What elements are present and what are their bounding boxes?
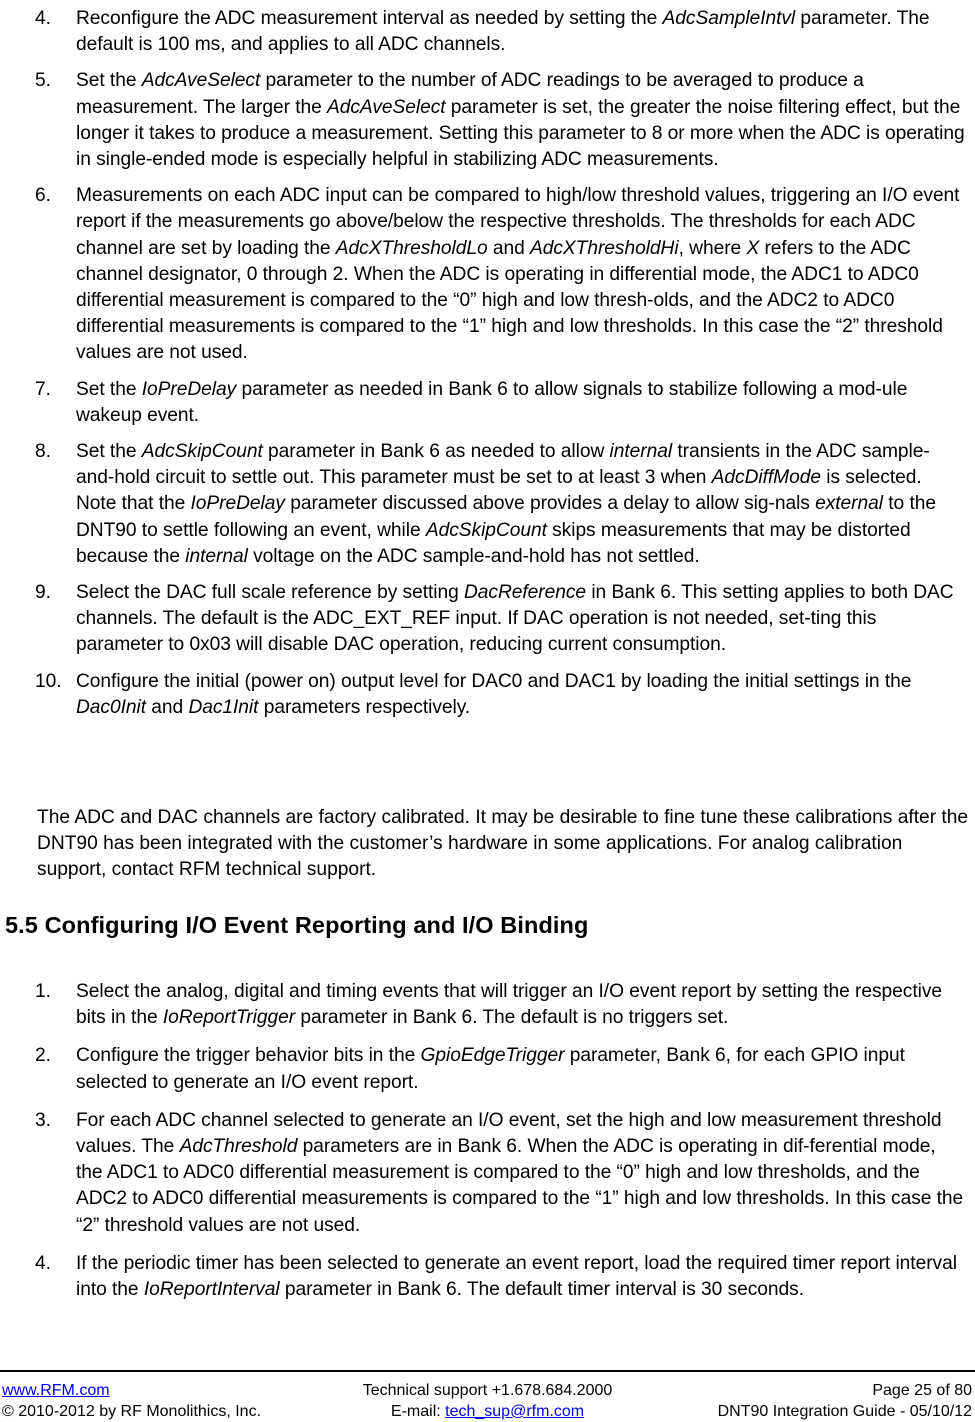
list-item-text: and	[146, 696, 189, 718]
list-item-number: 4.	[35, 1252, 51, 1274]
website-link[interactable]: www.RFM.com	[2, 1382, 110, 1399]
list-item-text: parameters respectively.	[258, 696, 471, 718]
list-item-number: 10.	[35, 670, 62, 692]
list-item-text: to the DNT90 to settle following an event, while	[76, 493, 936, 541]
list-item-text: Configure the trigger behavior bits in the	[76, 1045, 421, 1067]
footer-divider	[0, 1370, 975, 1372]
list-item-number: 1.	[35, 981, 51, 1002]
parameter-name: AdcAveSelect	[141, 70, 261, 92]
page-number: Page 25 of 80	[872, 1382, 972, 1399]
list-item-text: parameter discussed above provides a delay to allow sig-nals	[284, 493, 816, 515]
list-item-text: parameter, Bank 6, for each GPIO input selected to generate an I/O event report.	[76, 1045, 905, 1093]
list-item-text: Select the analog, digital and timing events that will trigger an I/O event report by setting the respective bits in the	[76, 981, 942, 1029]
section-heading: 5.5 Configuring I/O Event Reporting and I/O Binding	[5, 912, 589, 938]
list-item-number: 2.	[35, 1045, 51, 1067]
parameter-name: internal	[609, 441, 673, 463]
list-item-text: skips measurements that may be distorted because the	[76, 519, 911, 567]
list-item-text: Set the	[76, 70, 142, 92]
parameter-name: Dac0Init	[76, 696, 146, 718]
parameter-name: AdcSampleIntvl	[662, 8, 796, 29]
list-item	[0, 580, 975, 659]
parameter-name: IoReportTrigger	[162, 1007, 296, 1029]
list-item	[0, 68, 975, 173]
list-item-text: Set the	[76, 441, 142, 463]
list-item-text: voltage on the ADC sample-and-hold has not settled.	[247, 545, 700, 567]
list-item-text: parameter is set, the greater the noise filtering effect, but the longer it takes to produce a measurement. Setting this parameter to 8 or more when the ADC is operating in single-ended mode is especially helpful in stabilizing ADC measurements.	[76, 96, 965, 171]
list-item-text: parameter in Bank 6. The default is no triggers set.	[295, 1007, 729, 1029]
list-item	[0, 1251, 975, 1303]
list-item-text: and	[487, 237, 531, 259]
list-item	[0, 439, 975, 570]
parameter-name: Dac1Init	[188, 696, 259, 718]
parameter-name: internal	[185, 545, 248, 567]
list-item-text: parameter in Bank 6 as needed to allow	[262, 441, 610, 463]
parameter-name: AdcXThresholdHi	[530, 237, 679, 259]
list-item-number: 9.	[35, 582, 51, 604]
parameter-name: external	[815, 493, 883, 515]
list-item-text: transients in the ADC sample-and-hold circuit to settle out. This parameter must be set to at least 3 when	[76, 441, 930, 489]
list-item-text: is selected. Note that the	[76, 467, 922, 515]
list-item-text: Set the	[76, 378, 142, 400]
list-item-number: 6.	[35, 185, 51, 207]
parameter-name: GpioEdgeTrigger	[420, 1045, 565, 1067]
support-phone: Technical support +1.678.684.2000	[362, 1382, 613, 1399]
list-item	[0, 183, 975, 366]
list-item-text: Measurements on each ADC input can be compared to high/low threshold values, triggering an I/O event report if the measurements go above/below the respective thresholds. The thresholds for each ADC channel are set by loading the	[76, 185, 960, 259]
list-item-number: 3.	[35, 1109, 51, 1131]
list-item-text: If the periodic timer has been selected to generate an event report, load the required timer report interval into the	[76, 1252, 957, 1301]
calibration-paragraph: The ADC and DAC channels are factory calibrated. It may be desirable to fine tune these calibrations after the DNT90 has been integrated with the customer’s hardware in some applications. For analog calibration support, contact RFM technical support.	[37, 807, 969, 881]
parameter-name: AdcDiffMode	[711, 467, 821, 489]
list-item	[0, 669, 975, 721]
parameter-name: IoPreDelay	[141, 378, 237, 400]
list-item-text: parameter as needed in Bank 6 to allow signals to stabilize following a mod-ule wakeup event.	[76, 378, 908, 426]
email-link[interactable]: tech_sup@rfm.com	[445, 1403, 585, 1420]
list-item	[0, 377, 975, 429]
parameter-name: AdcXThresholdLo	[335, 237, 488, 259]
copyright: © 2010-2012 by RF Monolithics, Inc.	[2, 1403, 262, 1420]
list-item-number: 4.	[35, 8, 51, 29]
list-item-number: 7.	[35, 378, 51, 400]
parameter-name: IoPreDelay	[190, 493, 285, 515]
parameter-name: AdcSkipCount	[141, 441, 263, 463]
list-item	[0, 979, 975, 1031]
parameter-name: X	[746, 237, 760, 259]
list-item-number: 8.	[35, 441, 51, 463]
parameter-name: DacReference	[464, 582, 587, 604]
parameter-name: IoReportInterval	[143, 1279, 280, 1301]
list-item	[0, 1043, 975, 1095]
list-item-text: parameters are in Bank 6. When the ADC is operating in dif-ferential mode, the ADC1 to ADC0 differential measurement is compared to the “0” high and low thresholds, and the ADC2 to ADC0 differential measurements is compared to the “1” high and low thresholds. In this case the “2” threshold values are not used.	[76, 1136, 964, 1236]
list-item-text: in Bank 6. This setting applies to both DAC channels. The default is the ADC_EXT_REF input. If DAC operation is not needed, set-ting this parameter to 0x03 will disable DAC operation, reducing current consumption.	[76, 582, 954, 656]
parameter-name: AdcSkipCount	[425, 519, 547, 541]
guide-title: DNT90 Integration Guide - 05/10/12	[717, 1403, 972, 1420]
list-item-text: parameter. The default is 100 ms, and applies to all ADC channels.	[76, 8, 930, 56]
list-item	[0, 6, 975, 58]
list-item-text: Reconfigure the ADC measurement interval as needed by setting the	[76, 8, 663, 29]
list-item-text: Select the DAC full scale reference by setting	[76, 582, 464, 604]
io-event-steps-list	[0, 969, 975, 1303]
list-item-text: , where	[678, 237, 747, 259]
email-label: E-mail:	[390, 1403, 446, 1420]
list-item-text: parameter to the number of ADC readings to be averaged to produce a measurement. The larger the	[76, 70, 864, 118]
parameter-name: AdcThreshold	[179, 1136, 298, 1158]
list-item-text: For each ADC channel selected to generate an I/O event, set the high and low measurement threshold values. The	[76, 1109, 942, 1158]
list-item-text: parameter in Bank 6. The default timer interval is 30 seconds.	[279, 1279, 804, 1301]
parameter-name: AdcAveSelect	[327, 96, 446, 118]
list-item	[0, 1108, 975, 1239]
list-item-text: Configure the initial (power on) output level for DAC0 and DAC1 by loading the initial settings in the	[76, 670, 912, 692]
list-item-text: refers to the ADC channel designator, 0 through 2. When the ADC is operating in differential mode, the ADC1 to ADC0 differential measurement is compared to the “0” high and low thresh-olds, and the ADC2 to ADC0 differential measurements is compared to the “1” high and low thresholds. In this case the “2” threshold values are not used.	[76, 237, 943, 364]
list-item-number: 5.	[35, 70, 51, 92]
